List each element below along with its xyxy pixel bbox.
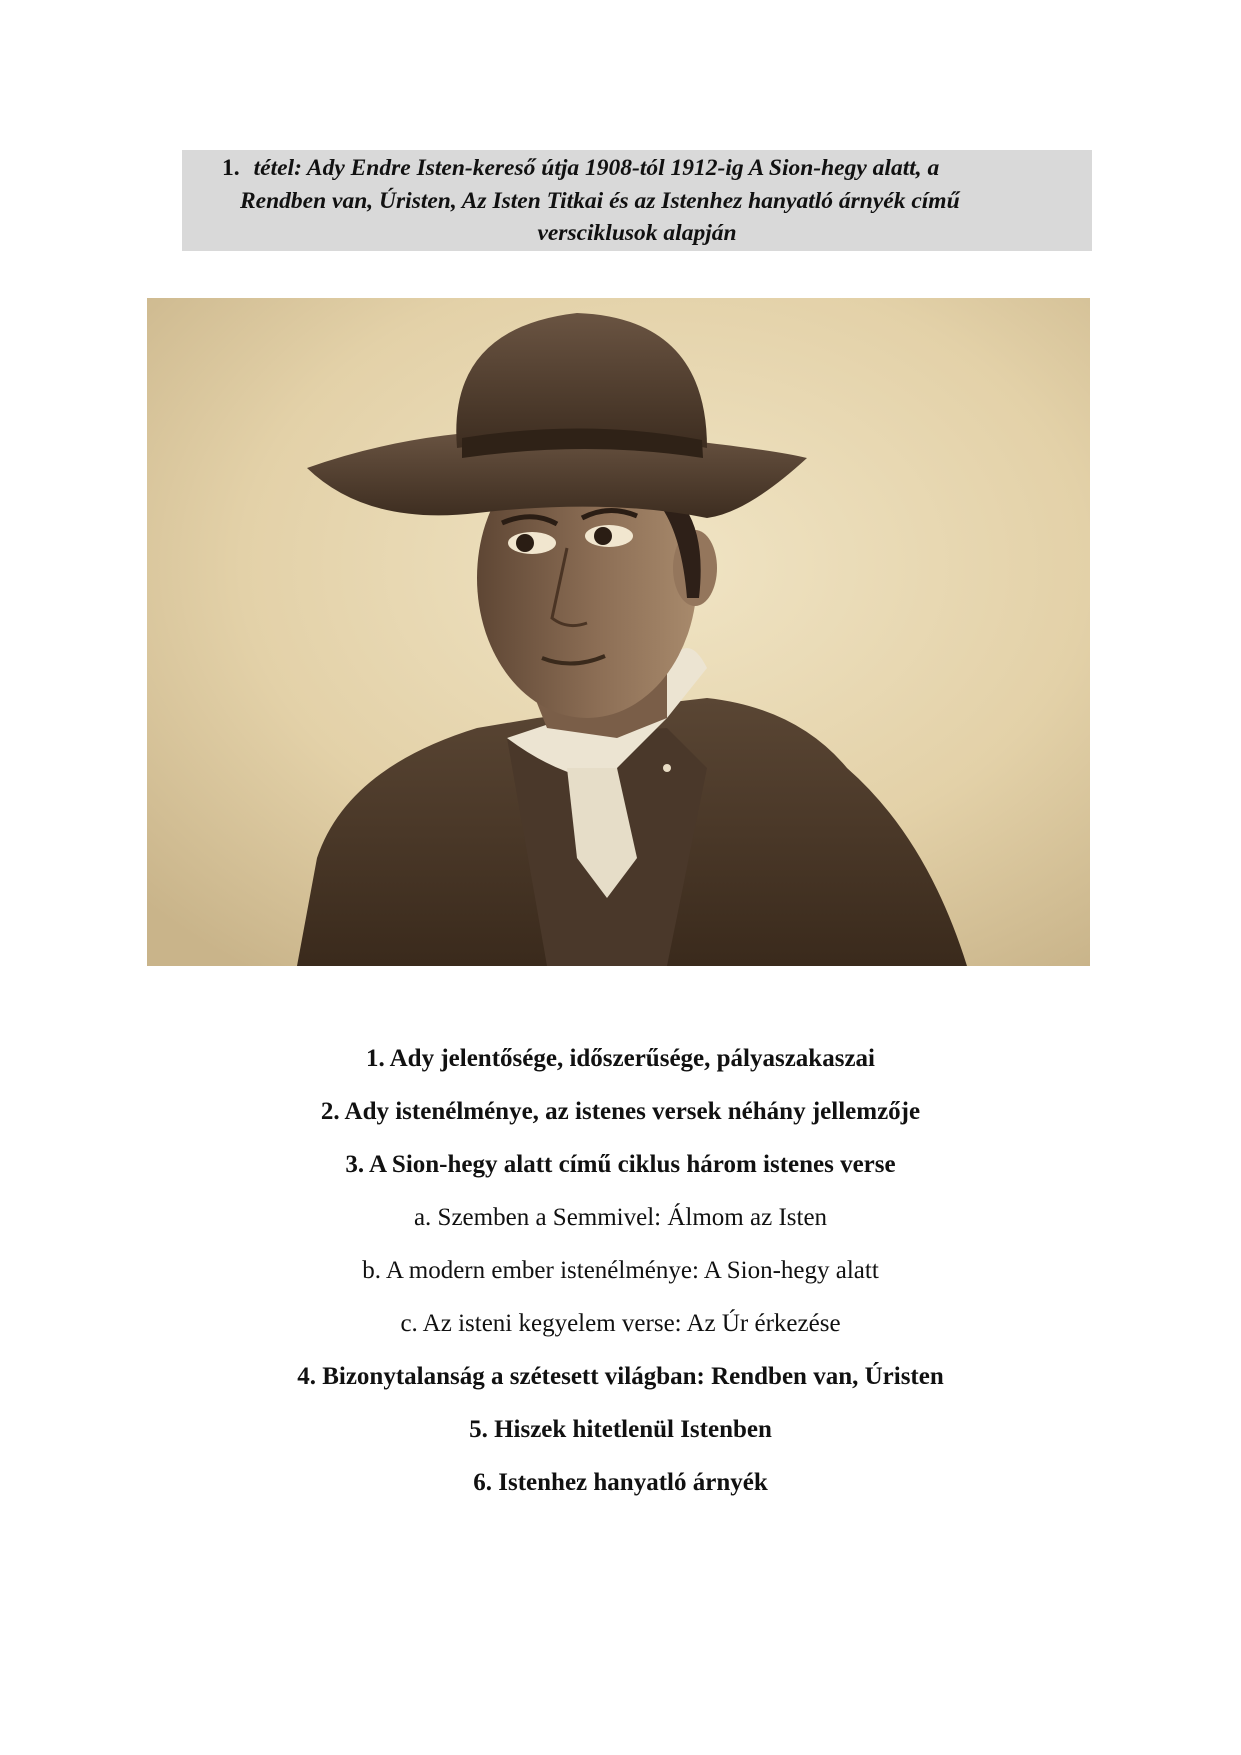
outline-item-3b: b. A modern ember istenélménye: A Sion-hegy alatt (362, 1257, 879, 1284)
outline-item-2: 2. Ady istenélménye, az istenes versek néhány jellemzője (320, 1098, 921, 1125)
outline-item-5: 5. Hiszek hitetlenül Istenben (469, 1416, 772, 1443)
title-box (182, 150, 1092, 251)
outline-item-3a: a. Szemben a Semmivel: Álmom az Isten (413, 1204, 828, 1231)
portrait-photo (147, 298, 1090, 966)
outline-item-3: 3. A Sion-hegy alatt című ciklus három istenes verse (345, 1151, 896, 1178)
outline-item-3c: c. Az isteni kegyelem verse: Az Úr érkezése (400, 1310, 841, 1337)
title-number: 1. (222, 155, 240, 181)
outline-item-1: 1. Ady jelentősége, időszerűsége, pályaszakaszai (366, 1045, 875, 1072)
title-line-3: versciklusok alapján (537, 220, 737, 246)
title-line-2: Rendben van, Úristen, Az Isten Titkai és az Istenhez hanyatló árnyék című (240, 188, 960, 214)
title-text-1: tétel: Ady Endre Isten-kereső útja 1908-tól 1912-ig A Sion-hegy alatt, a (253, 155, 940, 181)
outline-item-6: 6. Istenhez hanyatló árnyék (473, 1469, 768, 1496)
outline-list (0, 1032, 1241, 1509)
title-line-1 (222, 152, 1132, 185)
outline-item-4: 4. Bizonytalanság a szétesett világban: Rendben van, Úristen (297, 1363, 944, 1390)
portrait-icon (147, 298, 1090, 966)
